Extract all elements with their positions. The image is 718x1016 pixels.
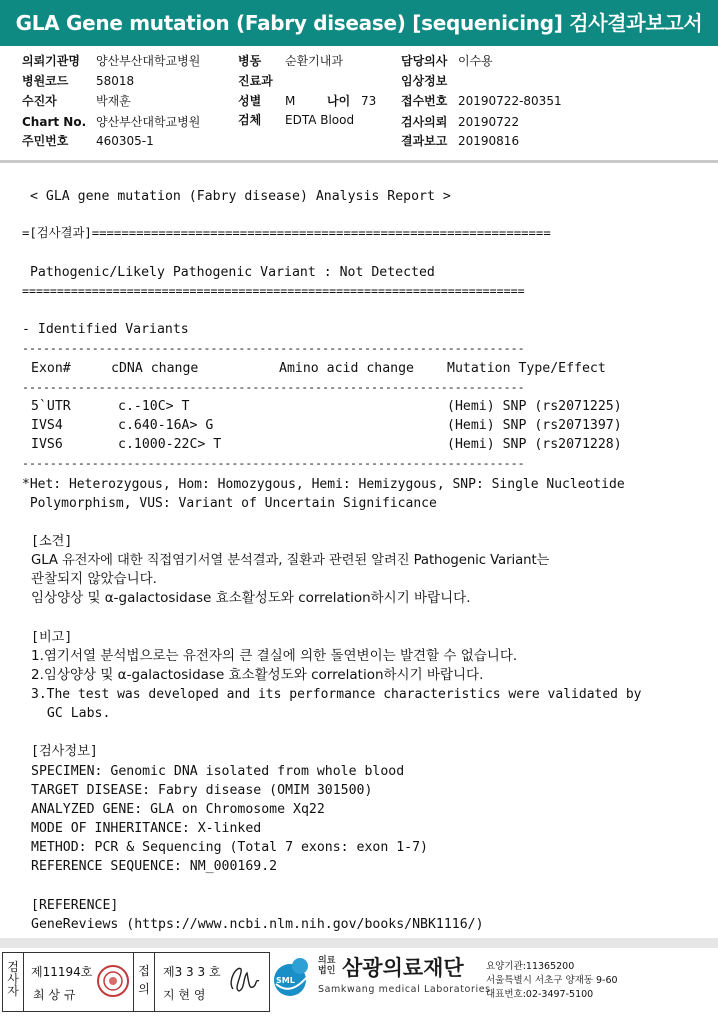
variant-exon: IVS6 <box>31 437 63 452</box>
remark-line-1: 1.염기서열 분석법으로는 유전자의 큰 결실에 의한 돌연변이는 발견할 수 없습니다. <box>31 648 518 664</box>
doctor-value: 이수용 <box>458 54 493 68</box>
approver-char: 접 <box>138 964 150 978</box>
institution-value: 양산부산대학교병원 <box>96 54 201 68</box>
request-label: 검사의뢰 <box>401 115 448 129</box>
hospital-code-value: 58018 <box>96 74 135 88</box>
patient-header <box>0 52 718 152</box>
remark-line-2: 2.임상양상 및 α-galactosidase 효소활성도와 correlation하시기 바랍니다. <box>31 667 484 683</box>
org-english-name: Samkwang medical Laboratories <box>318 984 491 995</box>
org-type-line: 의료 <box>318 956 336 966</box>
sex-value: M <box>285 94 296 108</box>
org-name: 삼광의료재단 <box>342 956 464 980</box>
ward-value: 순환기내과 <box>285 54 343 68</box>
examiner-char: 사 <box>7 972 19 986</box>
report-footer <box>0 948 718 1016</box>
approver-char: 의 <box>138 982 150 996</box>
variant-cdna: c.1000-22C> T <box>118 437 222 452</box>
opinion-line-1: GLA 유전자에 대한 직접염기서열 분석결과, 질환과 관련된 알려진 Pathogenic Variant는 <box>31 553 550 568</box>
org-type-line: 법인 <box>318 966 336 976</box>
chart-value: 양산부산대학교병원 <box>96 115 201 129</box>
opinion-line-3: 임상양상 및 α-galactosidase 효소활성도와 correlation하시기 바랍니다. <box>31 590 471 606</box>
approver-license: 제3 3 3 호 <box>163 965 221 979</box>
org-address: 서울특별시 서초구 양재동 9-60 <box>486 975 618 986</box>
reference-heading: [REFERENCE] <box>31 898 119 913</box>
specimen-label: 검체 <box>238 113 262 127</box>
col-cdna: cDNA change <box>111 361 199 376</box>
report-title: GLA Gene mutation (Fabry disease) [sequenicing] 검사결과보고서 <box>15 11 703 35</box>
report-body <box>0 178 718 938</box>
accession-label: 접수번호 <box>401 94 448 108</box>
report-date-label: 결과보고 <box>401 134 448 148</box>
variant-cdna: c.-10C> T <box>118 399 190 414</box>
page-gap <box>0 938 718 948</box>
abbrev-note-1: *Het: Heterozygous, Hom: Homozygous, Hemi: Hemizygous, SNP: Single Nucleotide <box>22 477 625 492</box>
age-label: 나이 <box>327 94 351 108</box>
org-type <box>318 956 335 976</box>
variant-cdna: c.640-16A> G <box>118 418 214 433</box>
clinical-label: 임상정보 <box>401 74 448 88</box>
sml-logo-text: SML <box>276 976 295 985</box>
remark-line-3: 3.The test was developed and its performance characteristics were validated by <box>31 687 642 702</box>
examiner-license: 제11194호 <box>31 965 93 979</box>
accession-value: 20190722-80351 <box>458 94 562 108</box>
test-info-specimen: SPECIMEN: Genomic DNA isolated from whole blood <box>31 764 405 779</box>
reference-link[interactable]: GeneReviews (https://www.ncbi.nlm.nih.gov/books/NBK1116/) <box>31 917 484 932</box>
chart-label: Chart No. <box>22 115 87 129</box>
col-mutation: Mutation Type/Effect <box>447 361 606 376</box>
equal-divider: ======================================================================== <box>22 284 525 298</box>
id-label: 주민번호 <box>22 134 69 148</box>
report-title-bar <box>0 0 718 46</box>
dash-divider-top: ------------------------------------------------------------------------ <box>22 341 525 355</box>
examiner-seal-icon <box>97 965 129 997</box>
test-info-inheritance: MODE OF INHERITANCE: X-linked <box>31 821 262 836</box>
variant-mutation: (Hemi) SNP (rs2071225) <box>447 399 622 414</box>
test-info-heading: [검사정보] <box>31 744 98 759</box>
pathogenic-summary: Pathogenic/Likely Pathogenic Variant : Not Detected <box>22 265 435 280</box>
opinion-heading: [소견] <box>31 534 73 549</box>
col-amino: Amino acid change <box>279 361 414 376</box>
collector-value: 박재훈 <box>96 94 131 108</box>
ward-label: 병동 <box>238 54 262 68</box>
abbrev-note-2: Polymorphism, VUS: Variant of Uncertain Significance <box>22 496 437 511</box>
dash-divider-mid: ------------------------------------------------------------------------ <box>22 380 525 394</box>
id-value: 460305-1 <box>96 134 154 148</box>
approver-signature-icon <box>225 959 263 1005</box>
approver-name: 지 현 영 <box>163 988 206 1002</box>
examiner-caption <box>3 953 24 1011</box>
test-info-target: TARGET DISEASE: Fabry disease (OMIM 301500) <box>31 783 373 798</box>
approver-caption <box>133 953 155 1011</box>
request-value: 20190722 <box>458 115 520 129</box>
hospital-code-label: 병원코드 <box>22 74 69 88</box>
variant-mutation: (Hemi) SNP (rs2071228) <box>447 437 622 452</box>
result-section-bar: =[검사결과]============================================================== <box>22 226 551 240</box>
variant-exon: IVS4 <box>31 418 63 433</box>
org-code: 요양기관:11365200 <box>486 961 575 972</box>
test-info-gene: ANALYZED GENE: GLA on Chromosome Xq22 <box>31 802 325 817</box>
organization-block <box>270 950 716 1012</box>
identified-variants-heading: - Identified Variants <box>22 322 189 337</box>
examiner-char: 자 <box>7 984 19 998</box>
institution-label: 의뢰기관명 <box>22 54 80 68</box>
variant-exon: 5`UTR <box>31 399 71 414</box>
opinion-line-2: 관찰되지 않았습니다. <box>31 571 157 587</box>
age-value: 73 <box>361 94 377 108</box>
test-info-reference-seq: REFERENCE SEQUENCE: NM_000169.2 <box>31 859 278 874</box>
remark-line-4: GC Labs. <box>31 706 111 721</box>
sex-label: 성별 <box>238 94 262 108</box>
col-exon: Exon# <box>31 361 71 376</box>
org-phone: 대표번호:02-3497-5100 <box>486 989 594 1000</box>
dash-divider-bottom: ------------------------------------------------------------------------ <box>22 456 525 470</box>
dept-label: 진료과 <box>238 74 273 88</box>
remark-heading: [비고] <box>31 630 73 645</box>
doctor-label: 담당의사 <box>401 54 448 68</box>
report-heading: < GLA gene mutation (Fabry disease) Analysis Report > <box>30 189 451 204</box>
variant-mutation: (Hemi) SNP (rs2071397) <box>447 418 622 433</box>
header-divider <box>0 160 718 163</box>
examiner-char: 검 <box>7 960 19 974</box>
signature-box <box>2 952 270 1012</box>
collector-label: 수진자 <box>22 94 57 108</box>
specimen-value: EDTA Blood <box>285 113 355 127</box>
examiner-name: 최 상 규 <box>33 988 76 1002</box>
test-info-method: METHOD: PCR & Sequencing (Total 7 exons: exon 1-7) <box>31 840 428 855</box>
report-date-value: 20190816 <box>458 134 520 148</box>
